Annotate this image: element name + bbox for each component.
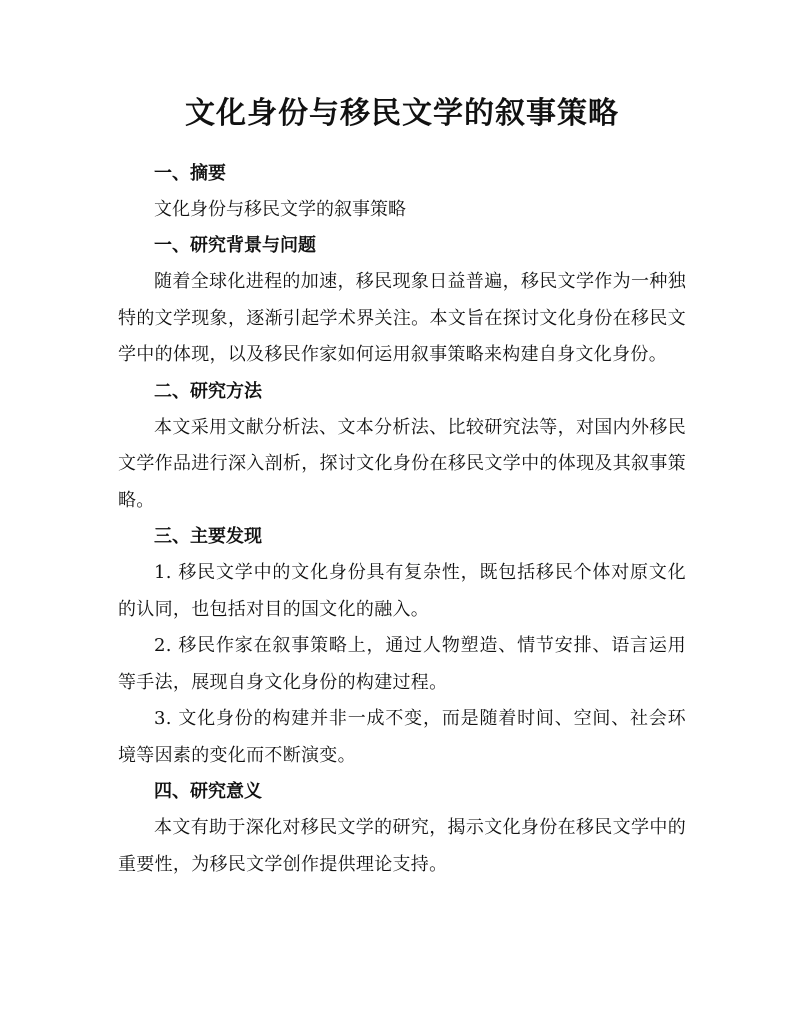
section-heading-background: 一、研究背景与问题 bbox=[154, 235, 316, 256]
background-paragraph: 随着全球化进程的加速，移民现象日益普遍，移民文学作为一种独特的文学现象，逐渐引起学术界关注。本文旨在探讨文化身份在移民文学中的体现，以及移民作家如何运用叙事策略来构建自身文化身份。 bbox=[118, 271, 686, 365]
section-heading-significance: 四、研究意义 bbox=[154, 781, 262, 802]
section-heading-findings: 三、主要发现 bbox=[154, 526, 262, 547]
document-title: 文化身份与移民文学的叙事策略 bbox=[185, 96, 619, 131]
section-heading-abstract: 一、摘要 bbox=[154, 163, 226, 184]
finding-item-3: 3. 文化身份的构建并非一成不变，而是随着时间、空间、社会环境等因素的变化而不断演变。 bbox=[118, 708, 686, 766]
significance-paragraph: 本文有助于深化对移民文学的研究，揭示文化身份在移民文学中的重要性，为移民文学创作提供理论支持。 bbox=[118, 817, 686, 875]
abstract-text: 文化身份与移民文学的叙事策略 bbox=[154, 199, 406, 220]
section-heading-methods: 二、研究方法 bbox=[154, 380, 262, 402]
finding-item-2: 2. 移民作家在叙事策略上，通过人物塑造、情节安排、语言运用等手法，展现自身文化身份的构建过程。 bbox=[118, 635, 686, 693]
finding-item-1: 1. 移民文学中的文化身份具有复杂性，既包括移民个体对原文化的认同，也包括对目的国文化的融入。 bbox=[118, 562, 686, 620]
methods-paragraph: 本文采用文献分析法、文本分析法、比较研究法等，对国内外移民文学作品进行深入剖析，探讨文化身份在移民文学中的体现及其叙事策略。 bbox=[118, 416, 686, 511]
